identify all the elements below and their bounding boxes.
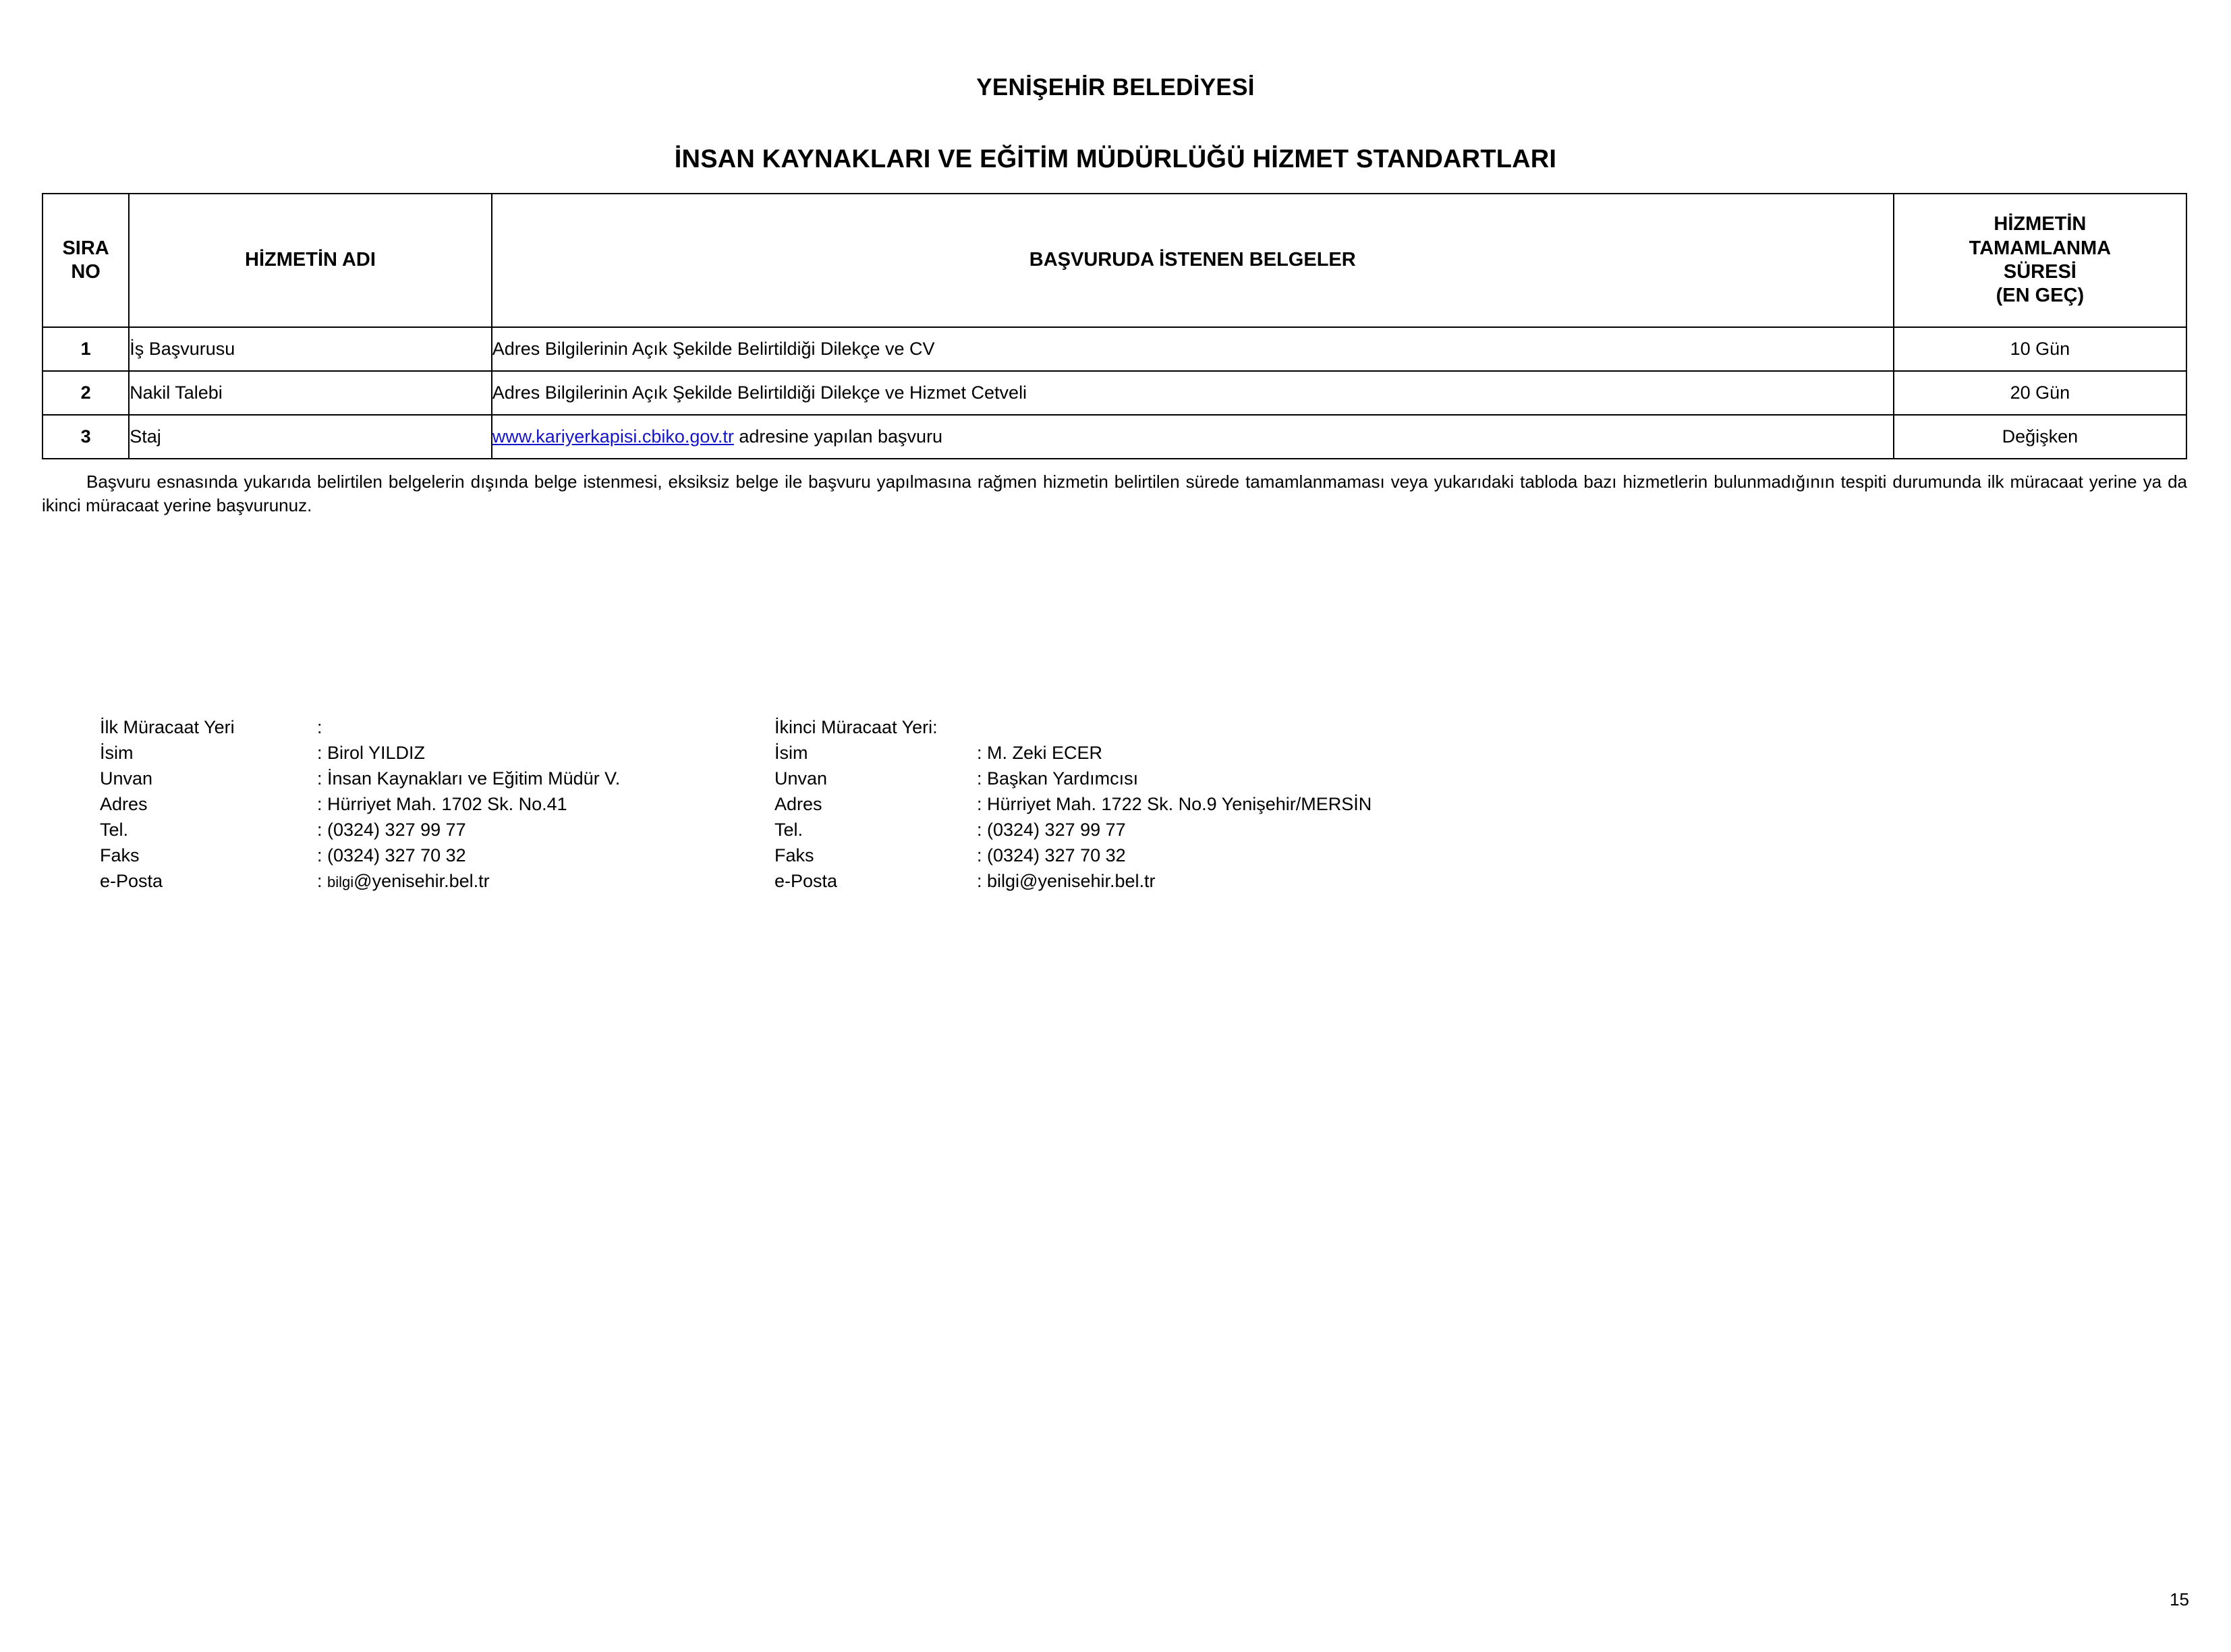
second-contact-title-row [774, 770, 1651, 795]
column-header-sira-no-line1: SIRA [62, 237, 109, 259]
second-contact-email-value: : bilgi@yenisehir.bel.tr [977, 871, 1156, 891]
cell-service-name: Nakil Talebi [129, 371, 492, 415]
column-header-duration [1894, 194, 2186, 327]
second-contact-email-row [774, 872, 1651, 898]
column-header-duration-line2: TAMAMLANMA [1969, 237, 2112, 259]
second-contact-address-value: : Hürriyet Mah. 1722 Sk. No.9 Yenişehir/MERSİN [977, 794, 1372, 814]
column-header-sira-no [43, 194, 129, 327]
second-contact-fax-label: Faks [774, 845, 814, 865]
second-contact-phone-row [774, 821, 1651, 847]
first-contact-email-row [100, 872, 774, 898]
first-contact-title-value: : İnsan Kaynakları ve Eğitim Müdür V. [317, 768, 621, 789]
service-standards-table-wrapper [42, 193, 2189, 459]
first-contact-name-label: İsim [100, 743, 134, 763]
first-contact-email-domain: @yenisehir.bel.tr [354, 871, 490, 891]
second-contact-address-label: Adres [774, 794, 822, 814]
cell-service-name: İş Başvurusu [129, 327, 492, 371]
table-row [43, 327, 2186, 371]
second-contact-phone-value: : (0324) 327 99 77 [977, 820, 1126, 840]
first-contact-fax-label: Faks [100, 845, 140, 865]
first-application-place-heading [100, 718, 774, 744]
cell-documents: Adres Bilgilerinin Açık Şekilde Belirtildiği Dilekçe ve Hizmet Cetveli [492, 371, 1894, 415]
table-header-row [43, 194, 2186, 327]
page-title: YENİŞEHİR BELEDİYESİ [976, 74, 1255, 101]
column-header-service-name: HİZMETİN ADI [129, 194, 492, 327]
second-contact-name-row [774, 744, 1651, 770]
second-application-place-heading [774, 718, 1651, 744]
column-header-duration-line3: SÜRESİ [2003, 261, 2077, 283]
first-contact-fax-value: : (0324) 327 70 32 [317, 845, 466, 865]
column-header-duration-line4: (EN GEÇ) [1996, 285, 2085, 307]
second-contact-name-value: : M. Zeki ECER [977, 743, 1103, 763]
contacts-section [100, 718, 1719, 898]
page-number: 15 [2170, 1589, 2189, 1610]
kariyerkapisi-link[interactable]: www.kariyerkapisi.cbiko.gov.tr [492, 426, 734, 447]
second-contact-fax-value: : (0324) 327 70 32 [977, 845, 1126, 865]
cell-sira-no: 1 [43, 327, 129, 371]
first-application-place-block [100, 718, 774, 898]
cell-service-name: Staj [129, 415, 492, 459]
cell-duration: 20 Gün [1894, 371, 2186, 415]
second-contact-phone-label: Tel. [774, 820, 803, 840]
first-application-place-label: İlk Müracaat Yeri [100, 717, 235, 737]
first-contact-title-label: Unvan [100, 768, 153, 789]
first-contact-phone-label: Tel. [100, 820, 129, 840]
first-contact-email-label: e-Posta [100, 871, 163, 891]
first-contact-phone-row [100, 821, 774, 847]
first-application-place-value: : [317, 717, 322, 737]
document-page [0, 74, 2231, 1652]
second-contact-title-label: Unvan [774, 768, 828, 789]
first-contact-email-user: bilgi [327, 874, 354, 890]
first-contact-address-value: : Hürriyet Mah. 1702 Sk. No.41 [317, 794, 567, 814]
column-header-documents: BAŞVURUDA İSTENEN BELGELER [492, 194, 1894, 327]
cell-documents [492, 415, 1894, 459]
second-contact-fax-row [774, 847, 1651, 872]
cell-documents-suffix: adresine yapılan başvuru [733, 426, 943, 447]
table-row [43, 415, 2186, 459]
cell-duration: Değişken [1894, 415, 2186, 459]
cell-duration: 10 Gün [1894, 327, 2186, 371]
second-application-place-block [774, 718, 1651, 898]
table-row [43, 371, 2186, 415]
page-subtitle: İNSAN KAYNAKLARI VE EĞİTİM MÜDÜRLÜĞÜ HİZMET STANDARTLARI [674, 145, 1557, 173]
second-contact-address-row [774, 795, 1651, 821]
first-contact-address-row [100, 795, 774, 821]
second-contact-email-label: e-Posta [774, 871, 838, 891]
first-contact-phone-value: : (0324) 327 99 77 [317, 820, 466, 840]
first-contact-name-value: : Birol YILDIZ [317, 743, 426, 763]
column-header-duration-line1: HİZMETİN [1994, 213, 2087, 235]
second-application-place-label: İkinci Müracaat Yeri: [774, 717, 938, 737]
first-contact-fax-row [100, 847, 774, 872]
table-header [43, 194, 2186, 327]
first-contact-address-label: Adres [100, 794, 148, 814]
second-contact-name-label: İsim [774, 743, 808, 763]
first-contact-title-row [100, 770, 774, 795]
table-body [43, 327, 2186, 459]
cell-sira-no: 3 [43, 415, 129, 459]
first-contact-name-row [100, 744, 774, 770]
first-contact-email-prefix: : [317, 871, 328, 891]
column-header-sira-no-line2: NO [71, 261, 101, 283]
service-standards-table [42, 193, 2187, 459]
first-contact-email-value [317, 872, 490, 890]
second-contact-title-value: : Başkan Yardımcısı [977, 768, 1139, 789]
note-paragraph: Başvuru esnasında yukarıda belirtilen belgelerin dışında belge istenmesi, eksiksiz belge ile başvuru yapılmasına rağmen hizmetin belirtilen sürede tamamlanmaması veya yukarıdaki tabloda bazı hizmetlerin bulunmadığının tespiti durumunda ilk müracaat yerine ya da ikinci müracaat yerine başvurunuz. [42, 472, 2187, 516]
cell-sira-no: 2 [43, 371, 129, 415]
cell-documents: Adres Bilgilerinin Açık Şekilde Belirtildiği Dilekçe ve CV [492, 327, 1894, 371]
